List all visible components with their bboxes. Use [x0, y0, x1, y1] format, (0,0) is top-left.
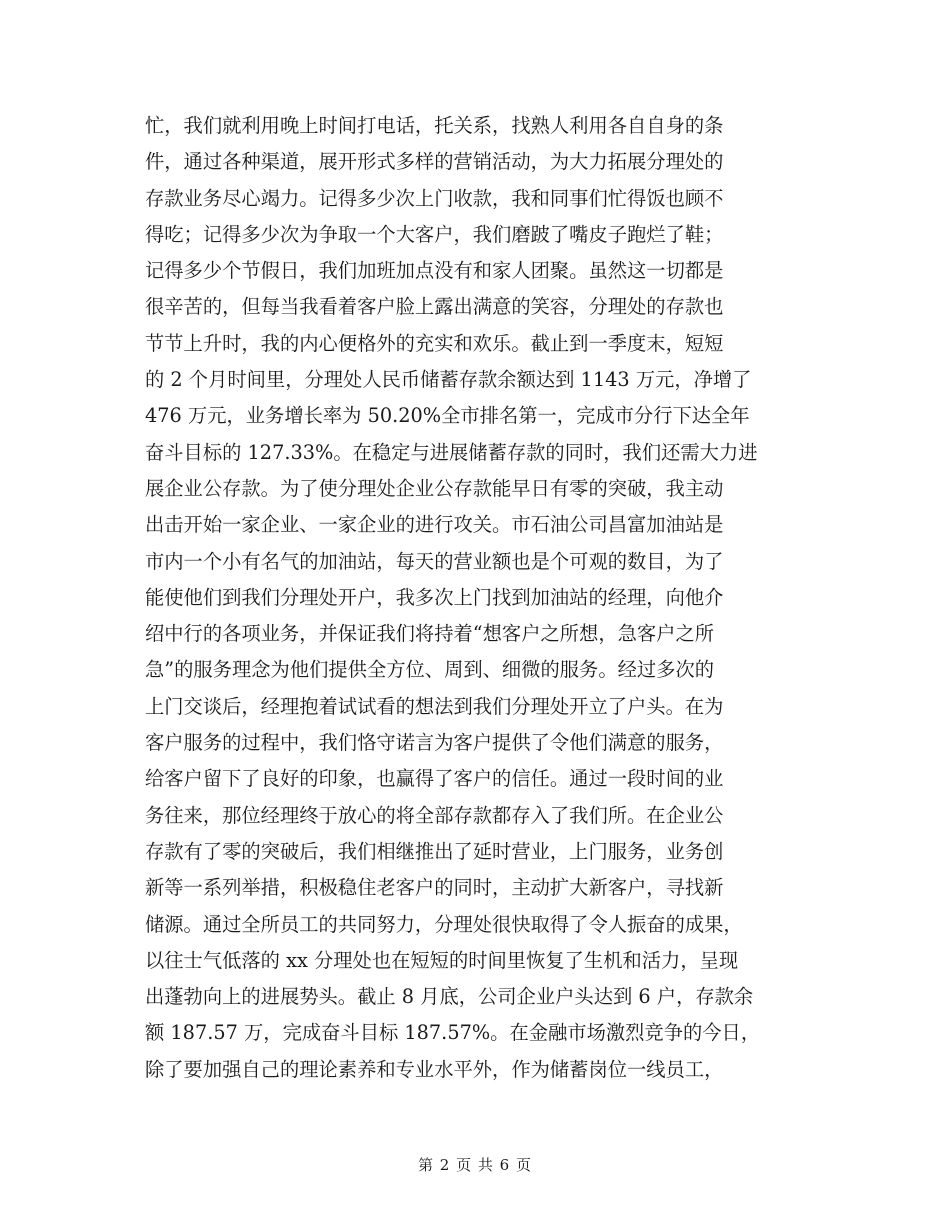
- text-line: 上门交谈后，经理抱着试试看的想法到我们分理处开立了户头。在为: [145, 694, 724, 718]
- text-line: 忙，我们就利用晚上时间打电话，托关系，找熟人利用各自自身的条: [145, 114, 724, 137]
- text-line: 记得多少个节假日，我们加班加点没有和家人团聚。虽然这一切都是: [145, 259, 724, 283]
- text-line: 务往来，那位经理终于放心的将全部存款都存入了我们所。在企业公: [145, 803, 724, 827]
- text-line: 476 万元，业务增长率为 50.20%全市排名第一，完成市分行下达全年: [145, 404, 750, 428]
- text-line: 能使他们到我们分理处开户，我多次上门找到加油站的经理，向他介: [145, 585, 724, 609]
- text-line: 除了要加强自己的理论素养和专业水平外，作为储蓄岗位一线员工，: [145, 1057, 724, 1081]
- text-line: 出蓬勃向上的进展势头。截止 8 月底，公司企业户头达到 6 户，存款余: [145, 985, 754, 1009]
- text-line: 存款有了零的突破后，我们相继推出了延时营业，上门服务，业务创: [145, 839, 724, 863]
- page-footer: 第 2 页 共 6 页: [418, 1156, 532, 1174]
- text-line: 给客户留下了良好的印象，也赢得了客户的信任。通过一段时间的业: [145, 767, 724, 791]
- text-line: 出击开始一家企业、一家企业的进行攻关。市石油公司昌富加油站是: [145, 513, 724, 537]
- body-text: [145, 108, 825, 1088]
- text-line: 得吃；记得多少次为争取一个大客户，我们磨跛了嘴皮子跑烂了鞋；: [145, 222, 724, 246]
- text-line: 的 2 个月时间里，分理处人民币储蓄存款余额达到 1143 万元，净增了: [145, 368, 752, 392]
- text-line: 件，通过各种渠道，展开形式多样的营销活动，为大力拓展分理处的: [145, 150, 724, 174]
- text-line: 急”的服务理念为他们提供全方位、周到、细微的服务。经过多次的: [145, 658, 715, 682]
- text-line: 很辛苦的，但每当我看着客户脸上露出满意的笑容，分理处的存款也: [145, 295, 724, 319]
- text-line: 新等一系列举措，积极稳住老客户的同时，主动扩大新客户，寻找新: [145, 876, 724, 900]
- text-line: 储源。通过全所员工的共同努力，分理处很快取得了令人振奋的成果，: [145, 912, 743, 936]
- text-line: 额 187.57 万，完成奋斗目标 187.57%。在金融市场激烈竞争的今日，: [145, 1021, 761, 1045]
- text-line: 存款业务尽心竭力。记得多少次上门收款，我和同事们忙得饭也顾不: [145, 186, 724, 210]
- text-line: 展企业公存款。为了使分理处企业公存款能早日有零的突破，我主动: [145, 476, 724, 500]
- text-line: 绍中行的各项业务，并保证我们将持着“想客户之所想，急客户之所: [145, 622, 715, 646]
- text-line: 市内一个小有名气的加油站，每天的营业额也是个可观的数目，为了: [145, 549, 724, 573]
- text-line: 奋斗目标的 127.33%。在稳定与进展储蓄存款的同时，我们还需大力进: [145, 440, 758, 464]
- text-line: 以往士气低落的 xx 分理处也在短短的时间里恢复了生机和活力，呈现: [145, 948, 739, 972]
- text-line: 客户服务的过程中，我们恪守诺言为客户提供了令他们满意的服务，: [145, 731, 724, 755]
- text-line: 节节上升时，我的内心便格外的充实和欢乐。截止到一季度末，短短: [145, 331, 724, 355]
